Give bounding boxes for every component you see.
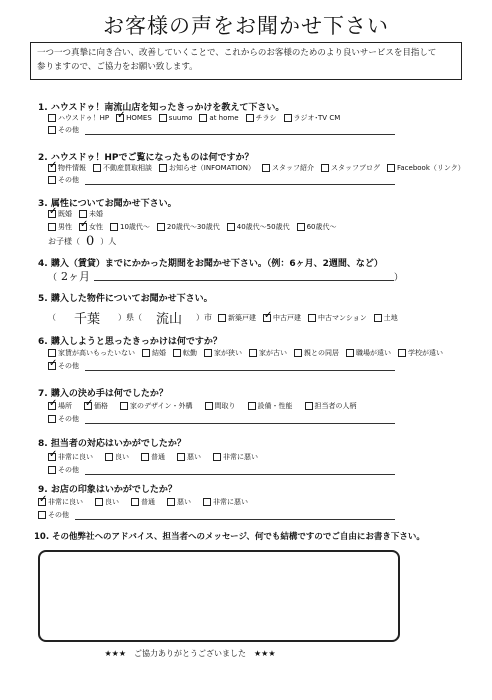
q7-other[interactable]: その他 [48, 414, 395, 424]
q6-other[interactable]: ✓ その他 [48, 361, 395, 371]
q5-used-house[interactable]: ✓ 中古戸建 [263, 313, 301, 323]
free-comment-box[interactable] [38, 550, 400, 642]
q8-very-good[interactable]: ✓ 非常に良い [48, 452, 93, 462]
checkbox[interactable] [249, 349, 257, 357]
checkbox[interactable] [48, 126, 56, 134]
q2-option-staff[interactable]: スタッフ紹介 [262, 163, 314, 173]
checkbox[interactable] [167, 498, 175, 506]
q8-bad[interactable]: 悪い [177, 452, 201, 462]
q1-option-hp[interactable]: ハウスドゥ！HP [48, 113, 109, 123]
q3-married[interactable]: ✓ 既婚 [48, 209, 72, 219]
checkbox[interactable] [120, 402, 128, 410]
checkbox[interactable] [48, 349, 56, 357]
checkbox[interactable] [38, 511, 46, 519]
checkbox[interactable] [142, 349, 150, 357]
checkbox[interactable] [199, 114, 207, 122]
checkbox[interactable] [308, 314, 316, 322]
checkbox[interactable] [105, 453, 113, 461]
thanks-message: ★★★ ご協力ありがとうございました ★★★ [104, 649, 276, 658]
checkbox-checked[interactable] [48, 164, 56, 172]
q3-gender-age [48, 222, 344, 232]
checkbox-checked[interactable] [48, 453, 56, 461]
checkbox[interactable] [294, 349, 302, 357]
checkbox-checked[interactable] [48, 210, 56, 218]
checkbox[interactable] [48, 114, 56, 122]
q6-school-far[interactable]: 学校が遠い [398, 348, 443, 358]
checkbox-checked[interactable] [84, 402, 92, 410]
answer-line [94, 272, 394, 281]
checkbox[interactable] [205, 402, 213, 410]
checkbox[interactable] [297, 223, 305, 231]
q2-other[interactable]: その他 [48, 175, 395, 185]
q8-very-bad[interactable]: 非常に悪い [213, 452, 258, 462]
checkbox-checked[interactable] [48, 402, 56, 410]
q1-option-athome[interactable]: at home [199, 114, 238, 122]
q3-age-10s[interactable]: 10歳代～ [110, 222, 150, 232]
q3-age-20-30s[interactable]: 20歳代～30歳代 [157, 222, 220, 232]
q6-work-far[interactable]: 職場が遠い [346, 348, 391, 358]
q9-options [38, 497, 255, 507]
q5-land[interactable]: 土地 [374, 313, 398, 323]
q6-small[interactable]: 家が狭い [204, 348, 242, 358]
checkbox[interactable] [321, 164, 329, 172]
other-line[interactable] [85, 466, 395, 475]
page-title: お客様の声をお聞かせ下さい [103, 14, 389, 38]
checkbox[interactable] [227, 223, 235, 231]
checkbox[interactable] [398, 349, 406, 357]
q1-option-homes[interactable]: ✓ HOMES [116, 114, 152, 122]
q5-new-house[interactable]: 新築戸建 [218, 313, 256, 323]
q3-marital [48, 209, 110, 219]
checkbox[interactable] [203, 498, 211, 506]
question-6: 6. 購入しようと思ったきっかけは何ですか？ [38, 337, 222, 347]
q7-staff[interactable]: 担当者の人柄 [305, 401, 357, 411]
checkbox-checked[interactable] [263, 314, 271, 322]
checkbox-checked[interactable] [116, 114, 124, 122]
q2-option-buyout[interactable]: 不動産買取相談 [93, 163, 152, 173]
q9-normal[interactable]: 普通 [131, 497, 155, 507]
checkbox-checked[interactable] [38, 498, 46, 506]
q2-option-facebook[interactable]: Facebook（リンク） [387, 163, 465, 173]
question-3: 3. 属性についてお聞かせ下さい。 [38, 199, 177, 209]
question-9: 9. お店の印象はいかがでしたか？ [38, 485, 177, 495]
checkbox[interactable] [248, 402, 256, 410]
q6-old[interactable]: 家が古い [249, 348, 287, 358]
checkbox[interactable] [48, 176, 56, 184]
q2-option-listings[interactable]: ✓ 物件情報 [48, 163, 86, 173]
checkbox[interactable] [95, 498, 103, 506]
q5-answer: （ 千葉 ）県（ 流山 ）市 新築戸建 ✓ 中古戸建 中古マンション 土地 [48, 308, 405, 327]
other-line[interactable] [85, 126, 395, 135]
q3-age-60s[interactable]: 60歳代～ [297, 222, 337, 232]
checkbox[interactable] [387, 164, 395, 172]
checkbox[interactable] [157, 223, 165, 231]
checkbox[interactable] [346, 349, 354, 357]
other-line[interactable] [75, 511, 395, 520]
checkbox[interactable] [305, 402, 313, 410]
checkbox[interactable] [93, 164, 101, 172]
checkbox[interactable] [110, 223, 118, 231]
checkbox[interactable] [262, 164, 270, 172]
checkbox[interactable] [246, 114, 254, 122]
children-count[interactable]: 0 [86, 234, 95, 249]
q1-option-suumo[interactable]: suumo [159, 114, 193, 122]
intro-box [30, 42, 462, 80]
q9-very-good[interactable]: ✓ 非常に良い [38, 497, 83, 507]
q9-very-bad[interactable]: 非常に悪い [203, 497, 248, 507]
checkbox-checked[interactable] [79, 223, 87, 231]
checkbox[interactable] [284, 114, 292, 122]
q1-option-radio-tv[interactable]: ラジオ･TV CM [284, 113, 341, 123]
intro-line-2: 参りますので、ご協力をお願い致します。 [37, 62, 198, 72]
question-2: 2. ハウスドゥ！HPでご覧になったものは何ですか？ [38, 153, 254, 163]
checkbox[interactable] [159, 114, 167, 122]
q8-normal[interactable]: 普通 [141, 452, 165, 462]
checkbox[interactable] [374, 314, 382, 322]
checkbox[interactable] [177, 453, 185, 461]
other-line[interactable] [85, 415, 395, 424]
q8-options [48, 452, 265, 462]
q2-options [48, 163, 472, 173]
checkbox[interactable] [213, 453, 221, 461]
question-7: 7. 購入の決め手は何でしたか？ [38, 389, 168, 399]
question-5: 5. 購入した物件についてお聞かせ下さい。 [38, 294, 213, 304]
q3-single[interactable]: 未婚 [79, 209, 103, 219]
intro-line-1: 一つ一つ真摯に向き合い、改善していくことで、これからのお客様のためのより良いサービスを目指して [37, 48, 437, 58]
checkbox[interactable] [48, 415, 56, 423]
q7-location[interactable]: ✓ 場所 [48, 401, 72, 411]
question-8: 8. 担当者の対応はいかがでしたか？ [38, 439, 186, 449]
q7-price[interactable]: ✓ 価格 [84, 401, 108, 411]
q3-female[interactable]: ✓ 女性 [79, 222, 103, 232]
q4-answer: （ 2ヶ月 ） [48, 270, 404, 283]
q8-other[interactable]: その他 [48, 465, 395, 475]
q7-layout[interactable]: 間取り [205, 401, 236, 411]
q6-options [48, 348, 450, 358]
q8-good[interactable]: 良い [105, 452, 129, 462]
q7-design[interactable]: 家のデザイン・外構 [120, 401, 193, 411]
checkbox[interactable] [48, 466, 56, 474]
q2-option-info[interactable]: お知らせ（INFOMATION） [159, 163, 255, 173]
checkbox[interactable] [204, 349, 212, 357]
checkbox[interactable] [48, 223, 56, 231]
q1-options [48, 113, 347, 123]
q6-transfer[interactable]: 転勤 [173, 348, 197, 358]
q9-other[interactable]: その他 [38, 510, 395, 520]
q9-bad[interactable]: 悪い [167, 497, 191, 507]
q5-used-mansion[interactable]: 中古マンション [308, 313, 367, 323]
checkbox[interactable] [159, 164, 167, 172]
prefecture-answer[interactable]: 千葉 [74, 312, 101, 327]
checkbox[interactable] [141, 453, 149, 461]
q7-equipment[interactable]: 設備・性能 [248, 401, 293, 411]
other-line[interactable] [85, 176, 395, 185]
checkbox-checked[interactable] [48, 362, 56, 370]
q7-options [48, 401, 364, 411]
q1-other[interactable]: その他 [48, 125, 395, 135]
checkbox[interactable] [173, 349, 181, 357]
question-4: 4. 購入（賃貸）までにかかった期間をお聞かせ下さい。（例：6ヶ月、2週間、など） [38, 259, 383, 269]
q3-age-40-50s[interactable]: 40歳代～50歳代 [227, 222, 290, 232]
q6-marriage[interactable]: 結婚 [142, 348, 166, 358]
q9-good[interactable]: 良い [95, 497, 119, 507]
q6-rent[interactable]: 家賃が高いもったいない [48, 348, 135, 358]
question-10: 10. その他弊社へのアドバイス、担当者へのメッセージ、何でも結構ですのでご自由にお書き下さい。 [34, 532, 425, 542]
other-line[interactable] [85, 362, 395, 371]
q3-male[interactable]: 男性 [48, 222, 72, 232]
checkbox[interactable] [218, 314, 226, 322]
question-1: 1. ハウスドゥ！南流山店を知ったきっかけを教えて下さい。 [38, 103, 285, 113]
q6-parents[interactable]: 親との同居 [294, 348, 339, 358]
q1-option-flyer[interactable]: チラシ [246, 113, 277, 123]
city-answer[interactable]: 流山 [156, 312, 183, 327]
q2-option-blog[interactable]: スタッフブログ [321, 163, 380, 173]
q3-children: お子様（ 0 ）人 [48, 234, 117, 249]
period-answer[interactable]: 2ヶ月 [61, 270, 91, 283]
checkbox[interactable] [131, 498, 139, 506]
checkbox[interactable] [79, 210, 87, 218]
